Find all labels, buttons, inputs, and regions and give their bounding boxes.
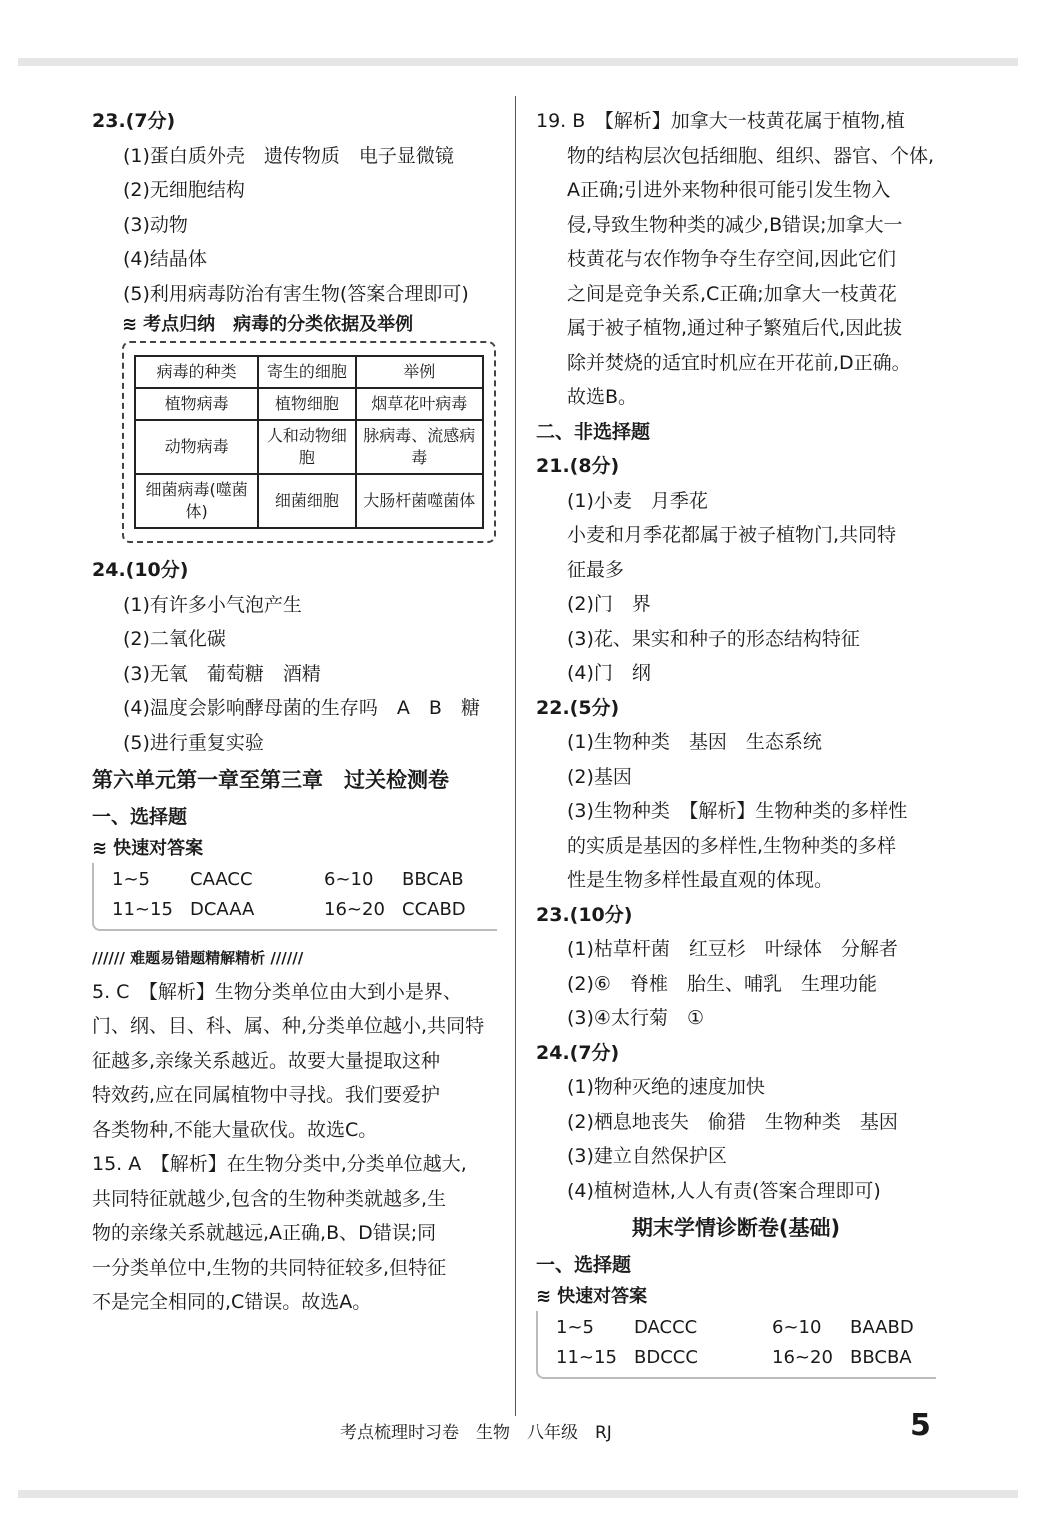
q15-line: 不是完全相同的,C错误。故选A。 xyxy=(92,1291,372,1313)
answer-line: (2)门 界 xyxy=(567,593,651,615)
answer-line: (2)基因 xyxy=(567,765,632,788)
left-column xyxy=(92,104,497,1320)
quick-answer-box xyxy=(536,1311,936,1379)
answer-line: (4)门 纲 xyxy=(567,662,651,684)
virus-classification-box xyxy=(122,341,496,543)
answer-row: 11~15 BDCCC 16~20 BBCBA xyxy=(556,1346,912,1368)
table-cell: 细菌病毒(噬菌体) xyxy=(135,474,258,528)
answer-line: 的实质是基因的多样性,生物种类的多样 xyxy=(567,834,897,857)
table-header-row xyxy=(135,356,483,388)
question-24-heading: 24.(7分) xyxy=(536,1041,620,1064)
quick-answer-title: ≋ 快速对答案 xyxy=(536,1283,936,1311)
answer-line: (3)建立自然保护区 xyxy=(567,1145,727,1167)
answer-line: (2)二氧化碳 xyxy=(123,628,226,650)
hash-icon: ////// xyxy=(92,948,131,967)
q19-line: 之间是竞争关系,C正确;加拿大一枝黄花 xyxy=(567,282,897,305)
table-cell: 举例 xyxy=(356,356,484,388)
hash-icon: ////// xyxy=(265,948,304,967)
table-cell: 大肠杆菌噬菌体 xyxy=(356,474,484,528)
final-exam-title: 期末学情诊断卷(基础) xyxy=(631,1216,841,1240)
question-21-heading: 21.(8分) xyxy=(536,455,620,477)
virus-table xyxy=(134,355,484,529)
q19-line: 除并焚烧的适宜时机应在开花前,D正确。 xyxy=(567,351,911,374)
table-row xyxy=(135,420,483,474)
unit-title: 第六单元第一章至第三章 过关检测卷 xyxy=(92,768,449,792)
q5-line: 门、纲、目、科、属、种,分类单位越小,共同特 xyxy=(92,1015,485,1037)
section-title: 一、选择题 xyxy=(92,806,188,828)
column-divider xyxy=(515,96,516,1416)
note-title: ≋ 考点归纳 病毒的分类依据及举例 xyxy=(122,311,497,339)
q5-line: 特效药,应在同属植物中寻找。我们要爱护 xyxy=(92,1084,441,1106)
page-footer: 考点梳理时习卷 生物 八年级 RJ xyxy=(340,1423,612,1443)
answer-row: 1~5 DACCC 6~10 BAABD xyxy=(556,1316,914,1338)
answer-line: (1)枯草杆菌 红豆杉 叶绿体 分解者 xyxy=(567,938,898,960)
q5-line: 各类物种,不能大量砍伐。故选C。 xyxy=(92,1118,378,1141)
answer-line: (5)利用病毒防治有害生物(答案合理即可) xyxy=(123,282,469,305)
answer-line: (1)物种灭绝的速度加快 xyxy=(567,1076,765,1098)
answer-line: (1)生物种类 基因 生态系统 xyxy=(567,731,822,753)
table-row xyxy=(135,474,483,528)
answer-row: 11~15 DCAAA 16~20 CCABD xyxy=(112,898,466,920)
answer-line: (1)小麦 月季花 xyxy=(567,489,708,512)
q19-line: 19. B 【解析】加拿大一枝黄花属于植物,植 xyxy=(536,110,905,132)
table-cell: 植物病毒 xyxy=(135,388,258,420)
table-cell: 动物病毒 xyxy=(135,420,258,474)
table-cell: 植物细胞 xyxy=(258,388,355,420)
right-column xyxy=(536,104,936,1389)
q19-line: 属于被子植物,通过种子繁殖后代,因此拔 xyxy=(567,317,903,339)
answer-line: (3)动物 xyxy=(123,213,188,236)
answer-line: (1)有许多小气泡产生 xyxy=(123,593,302,616)
answer-line: (3)生物种类 【解析】生物种类的多样性 xyxy=(567,800,908,822)
question-23-heading: 23.(7分) xyxy=(92,110,176,132)
answer-line: 征最多 xyxy=(567,558,625,581)
answer-line: (4)植树造林,人人有责(答案合理即可) xyxy=(567,1179,881,1202)
wave-icon: ≋ xyxy=(536,1285,550,1307)
analysis-title: ////// 难题易错题精解精析 ////// xyxy=(92,948,304,967)
answer-line: (2)⑥ 脊椎 胎生、哺乳 生理功能 xyxy=(567,972,877,995)
table-row xyxy=(135,388,483,420)
table-cell: 细菌细胞 xyxy=(258,474,355,528)
page-number: 5 xyxy=(910,1408,931,1443)
section-title: 一、选择题 xyxy=(536,1254,632,1276)
table-cell: 人和动物细胞 xyxy=(258,420,355,474)
answer-line: (3)无氧 葡萄糖 酒精 xyxy=(123,662,321,685)
answer-line: 性是生物多样性最直观的体现。 xyxy=(567,869,834,891)
answer-line: (3)④太行菊 ① xyxy=(567,1007,704,1029)
question-24-heading: 24.(10分) xyxy=(92,559,189,581)
answer-line: (5)进行重复实验 xyxy=(123,731,264,754)
answer-line: (4)结晶体 xyxy=(123,248,207,270)
wave-icon: ≋ xyxy=(122,314,136,335)
answer-line: (2)无细胞结构 xyxy=(123,179,245,201)
q19-line: A正确;引进外来物种很可能引发生物入 xyxy=(567,179,891,201)
q15-line: 共同特征就越少,包含的生物种类就越多,生 xyxy=(92,1187,447,1210)
q15-line: 物的亲缘关系就越远,A正确,B、D错误;同 xyxy=(92,1222,437,1244)
q5-line: 5. C 【解析】生物分类单位由大到小是界、 xyxy=(92,980,462,1003)
answer-line: (3)花、果实和种子的形态结构特征 xyxy=(567,627,860,650)
table-cell: 寄生的细胞 xyxy=(258,356,355,388)
q15-line: 15. A 【解析】在生物分类中,分类单位越大, xyxy=(92,1153,467,1175)
q5-line: 征越多,亲缘关系越近。故要大量提取这种 xyxy=(92,1049,441,1072)
q19-line: 枝黄花与农作物争夺生存空间,因此它们 xyxy=(567,248,897,270)
section-title: 二、非选择题 xyxy=(536,420,651,443)
question-22-heading: 22.(5分) xyxy=(536,696,620,719)
answer-line: 小麦和月季花都属于被子植物门,共同特 xyxy=(567,524,897,546)
wave-icon: ≋ xyxy=(92,837,106,859)
answer-row: 1~5 CAACC 6~10 BBCAB xyxy=(112,868,464,890)
q15-line: 一分类单位中,生物的共同特征较多,但特征 xyxy=(92,1256,447,1279)
q19-line: 物的结构层次包括细胞、组织、器官、个体, xyxy=(567,144,935,167)
table-cell: 病毒的种类 xyxy=(135,356,258,388)
q19-line: 侵,导致生物种类的减少,B错误;加拿大一 xyxy=(567,213,903,236)
q19-line: 故选B。 xyxy=(567,386,638,408)
quick-answer-title: ≋ 快速对答案 xyxy=(92,835,497,863)
table-cell: 烟草花叶病毒 xyxy=(356,388,484,420)
answer-line: (1)蛋白质外壳 遗传物质 电子显微镜 xyxy=(123,144,454,167)
question-23-heading: 23.(10分) xyxy=(536,903,633,926)
quick-answer-box xyxy=(92,863,497,931)
table-cell: 脉病毒、流感病毒 xyxy=(356,420,484,474)
answer-line: (4)温度会影响酵母菌的生存吗 A B 糖 xyxy=(123,697,480,719)
answer-line: (2)栖息地丧失 偷猎 生物种类 基因 xyxy=(567,1110,898,1133)
